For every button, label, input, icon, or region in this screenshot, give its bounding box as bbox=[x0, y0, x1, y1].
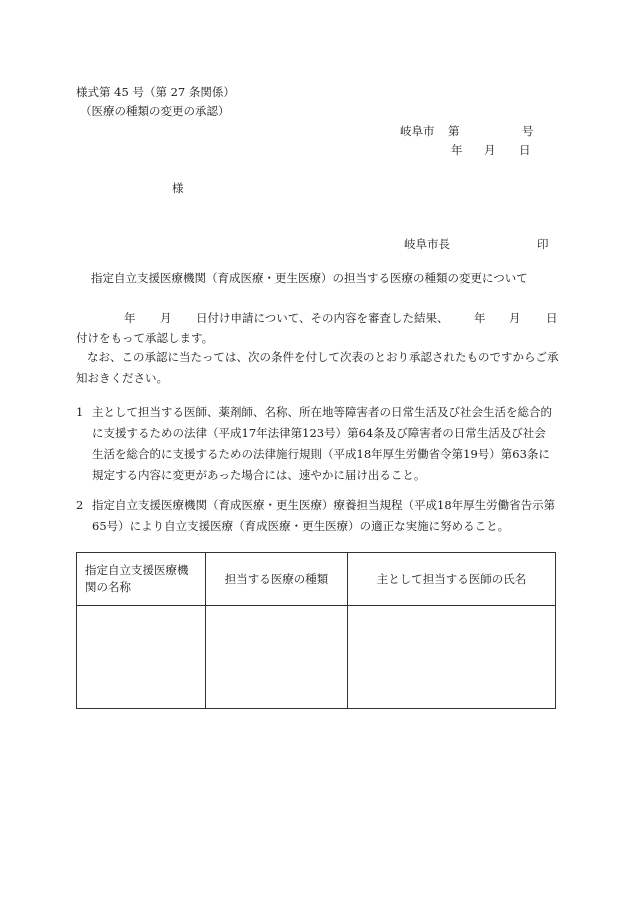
issue-year: 年 bbox=[451, 143, 463, 157]
issue-day: 日 bbox=[519, 143, 531, 157]
cell-doctor-name bbox=[348, 606, 556, 709]
header-doctor-name: 主として担当する医師の氏名 bbox=[348, 553, 556, 606]
body-day-2: 日 bbox=[546, 311, 558, 325]
header-medical-type: 担当する医療の種類 bbox=[206, 553, 348, 606]
issue-city: 岐阜市 bbox=[400, 124, 435, 138]
issue-number-prefix: 第 bbox=[448, 124, 460, 138]
body-year-2: 年 bbox=[474, 311, 486, 325]
condition-1-number: 1 bbox=[76, 405, 84, 419]
condition-1-text: 主として担当する医師、薬剤師、名称、所在地等障害者の日常生活及び社会生活を総合的に支援するための法律（平成17年法律第123号）第64条及び障害者の日常生活及び社会生活を総合的に支援するための法律施行規則（平成18年厚生労働省令第19号）第63条に規定する内容に変更があった場合には、速やかに届け出ること。 bbox=[92, 405, 552, 482]
cell-institution-name bbox=[77, 606, 206, 709]
table-row bbox=[77, 606, 556, 709]
header-institution-name: 指定自立支援医療機関の名称 bbox=[77, 553, 206, 606]
cell-medical-type bbox=[206, 606, 348, 709]
addressee-honorific: 様 bbox=[172, 181, 184, 195]
form-number: 様式第 45 号（第 27 条関係） bbox=[76, 85, 235, 99]
table-header-row bbox=[77, 553, 556, 606]
approval-table bbox=[76, 552, 556, 709]
condition-2-text: 指定自立支援医療機関（育成医療・更生医療）療養担当規程（平成18年厚生労働省告示第65号）により自立支援医療（育成医療・更生医療）の適正な実施に努めること。 bbox=[92, 498, 556, 533]
body-application-text: 日付け申請について、その内容を審査した結果、 bbox=[196, 311, 449, 325]
form-subtitle: （医療の種類の変更の承認） bbox=[80, 104, 230, 118]
condition-2-number: 2 bbox=[76, 498, 84, 512]
issue-month: 月 bbox=[484, 143, 496, 157]
issuer-name: 岐阜市長 bbox=[404, 237, 450, 251]
body-month: 月 bbox=[160, 311, 172, 325]
body-approval-line: 付けをもって承認します。 bbox=[76, 331, 214, 345]
subject-title: 指定自立支援医療機関（育成医療・更生医療）の担当する医療の種類の変更について bbox=[91, 271, 528, 285]
body-year: 年 bbox=[124, 311, 136, 325]
issuer-seal: 印 bbox=[537, 237, 549, 251]
body-notice-paragraph: なお、この承認に当たっては、次の条件を付して次表のとおり承認されたものですからご承知おきください。 bbox=[76, 350, 559, 385]
issue-number-suffix: 号 bbox=[522, 124, 534, 138]
body-month-2: 月 bbox=[509, 311, 521, 325]
